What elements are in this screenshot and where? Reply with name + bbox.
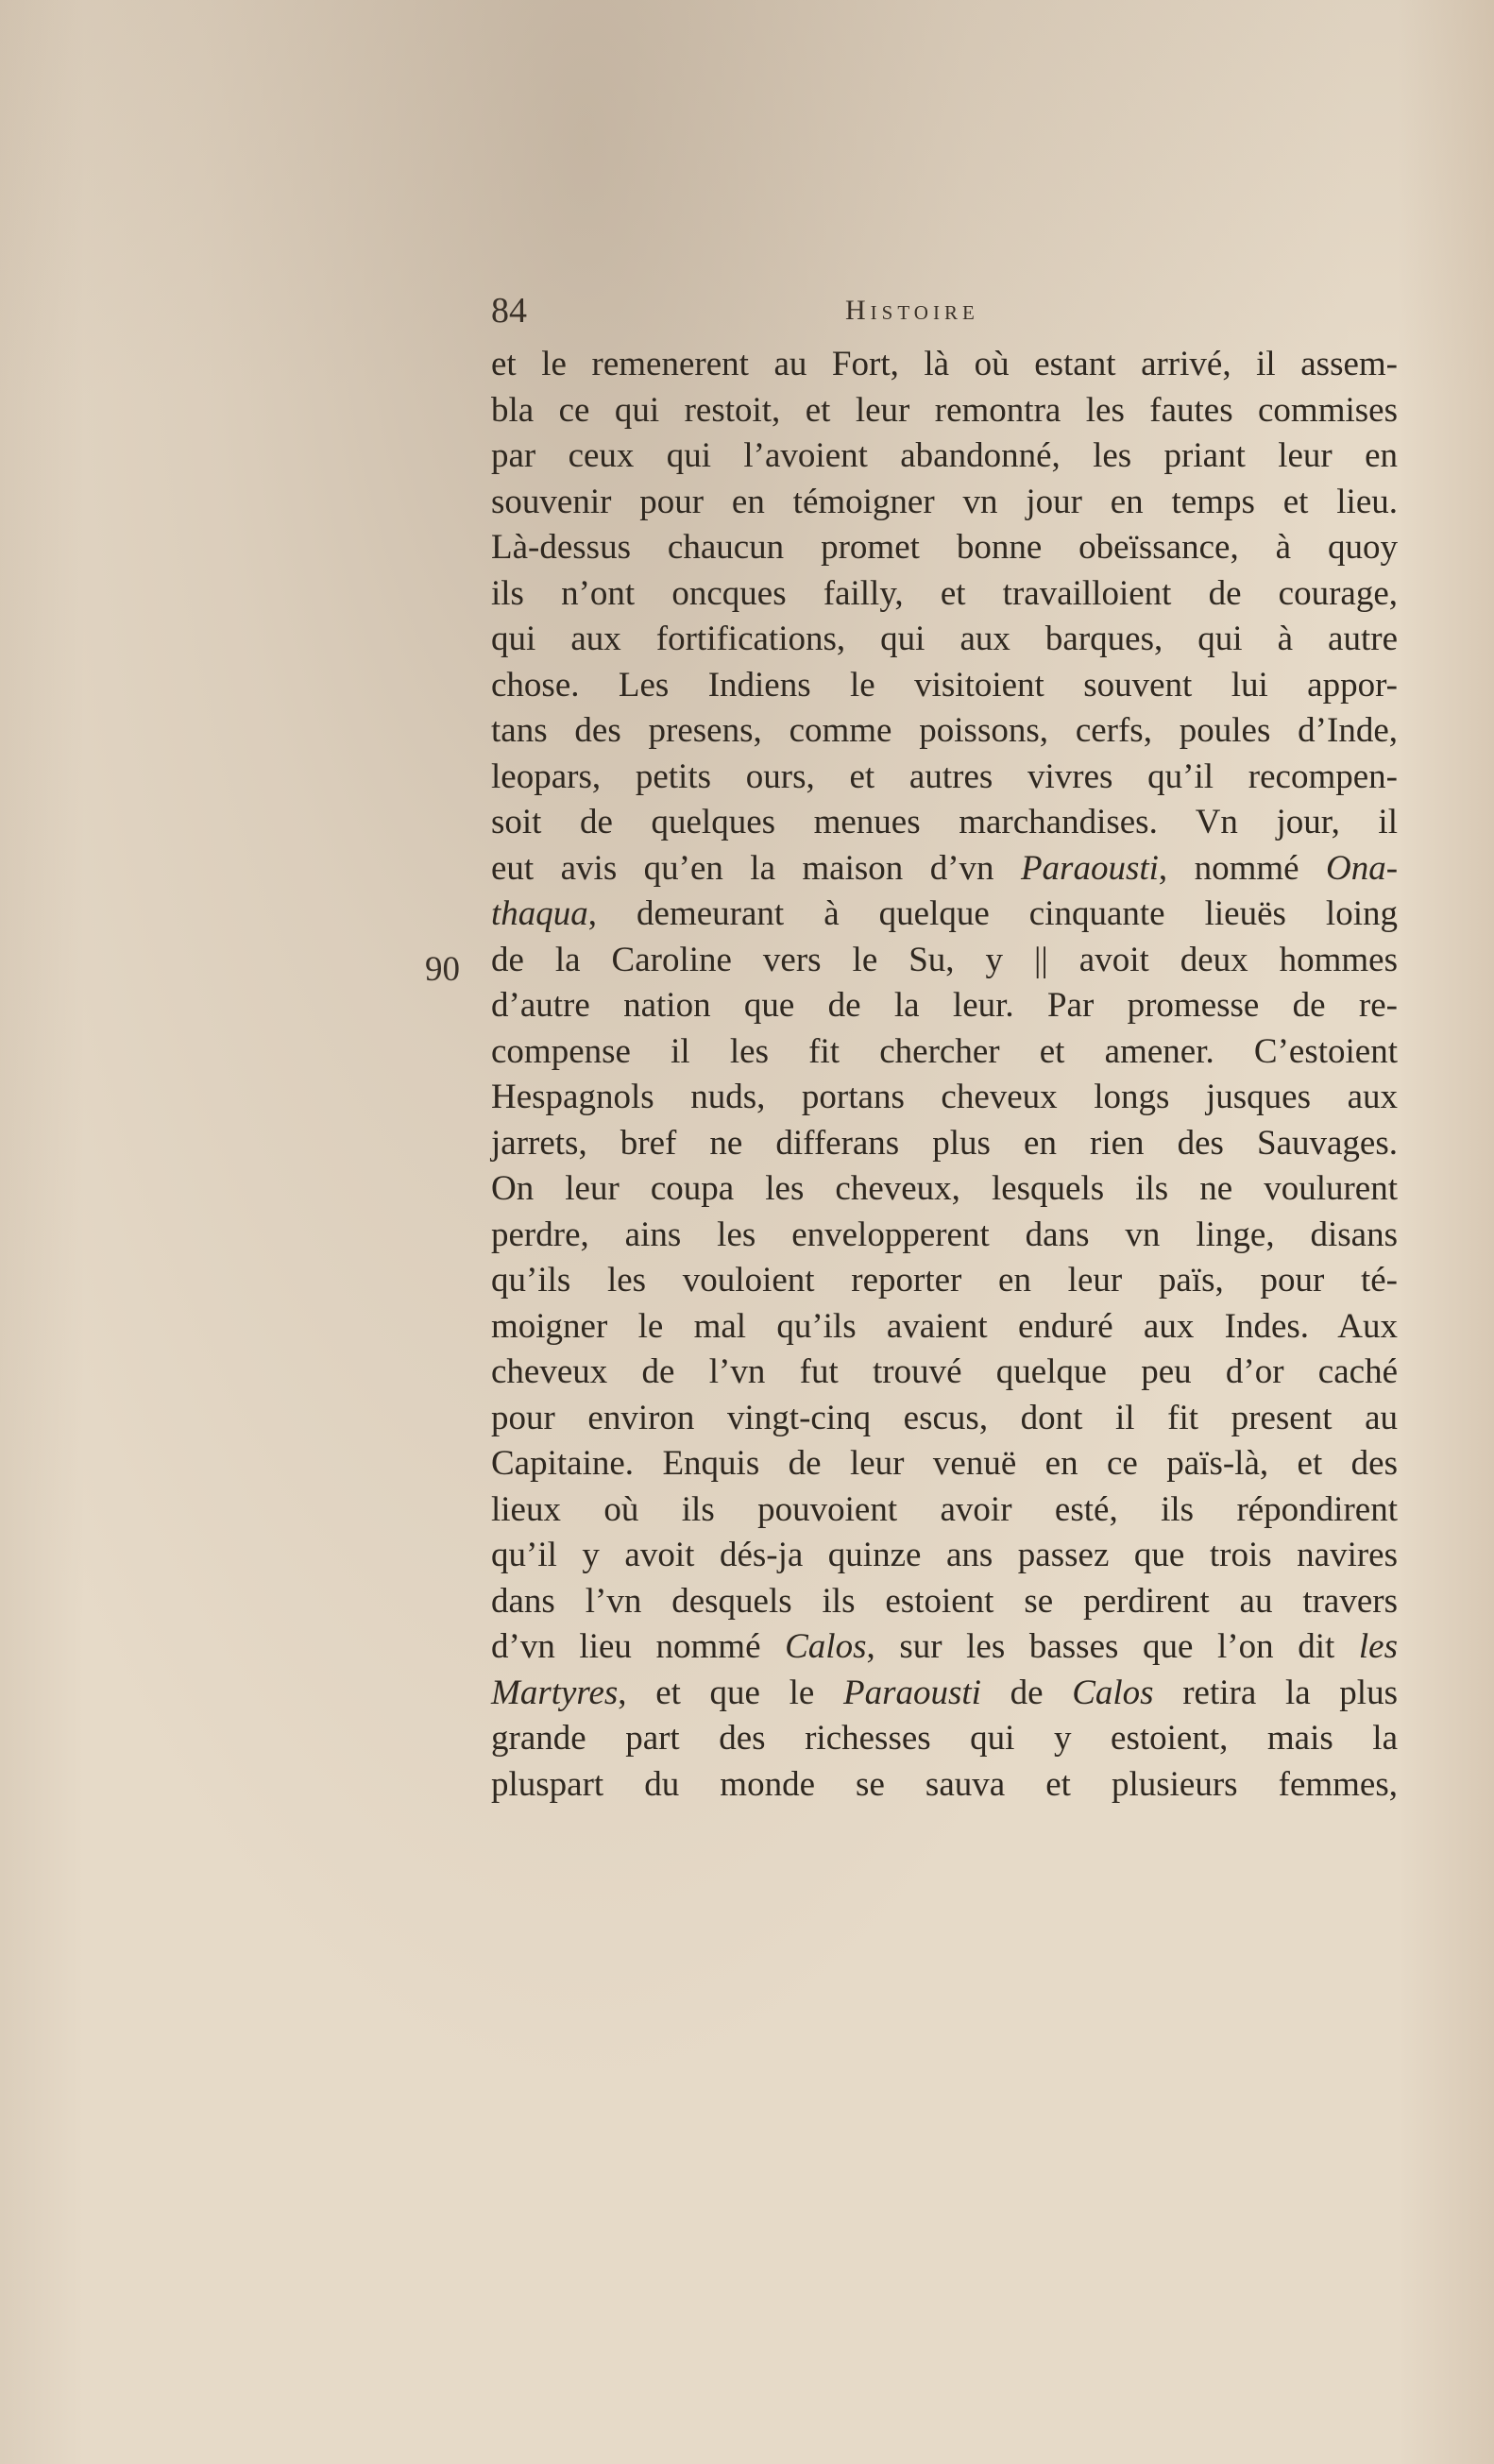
text-segment: grande part des richesses qui y estoient, mais la: [491, 1719, 1398, 1758]
text-segment: cheveux de l’vn fut trouvé quelque peu d’or caché: [491, 1352, 1398, 1391]
text-segment: ils n’ont oncques failly, et travailloient de courage,: [491, 573, 1398, 613]
text-segment: Capitaine. Enquis de leur venuë en ce païs-là, et des: [491, 1444, 1398, 1483]
italic-text: Calos: [1072, 1673, 1154, 1712]
italic-text: thaqua: [491, 894, 588, 933]
running-title: Histoire: [845, 295, 979, 326]
text-segment: de: [980, 1673, 1073, 1712]
italic-text: Paraousti: [843, 1673, 981, 1712]
text-segment: d’autre nation que de la leur. Par promesse de re-: [491, 986, 1398, 1025]
text-segment: qui aux fortifications, qui aux barques, qui à autre: [491, 620, 1398, 658]
text-segment: de la Caroline vers le Su, y || avoit deux hommes: [491, 940, 1398, 979]
text-line: [491, 1716, 1398, 1762]
text-line: [491, 1350, 1398, 1396]
text-segment: , demeurant à quelque cinquante lieuës loing: [587, 894, 1398, 933]
text-segment: tans des presens, comme poissons, cerfs, poules d’Inde,: [491, 711, 1398, 750]
text-segment: On leur coupa les cheveux, lesquels ils ne voulurent: [491, 1169, 1398, 1208]
text-line: [491, 1075, 1398, 1121]
text-line: [491, 433, 1398, 480]
text-line: [491, 1624, 1398, 1671]
italic-text: Paraousti: [1020, 848, 1159, 888]
text-segment: , et que le: [618, 1673, 843, 1712]
text-line: [491, 755, 1398, 801]
italic-text: Martyres: [491, 1673, 619, 1712]
text-segment: , sur les basses que l’on dit: [866, 1627, 1359, 1666]
text-segment: et le remenerent au Fort, là où estant arrivé, il assem-: [491, 345, 1398, 383]
italic-text: Ona-: [1325, 848, 1399, 888]
text-segment: pour environ vingt-cinq escus, dont il fit present au: [491, 1398, 1398, 1437]
italic-text: Calos: [785, 1627, 867, 1666]
page-number: 84: [491, 291, 527, 331]
text-segment: dans l’vn desquels ils estoient se perdirent au travers: [491, 1581, 1398, 1621]
text-line: [491, 1166, 1398, 1213]
text-segment: eut avis qu’en la maison d’vn: [491, 848, 1021, 888]
text-segment: soit de quelques menues marchandises. Vn jour, il: [491, 803, 1398, 841]
text-line: [491, 1396, 1398, 1442]
text-line: [491, 525, 1398, 571]
body-text: [491, 342, 1398, 1808]
text-segment: lieux où ils pouvoient avoir esté, ils répondirent: [491, 1489, 1398, 1529]
text-line: [491, 617, 1398, 663]
text-line: [491, 708, 1398, 755]
text-line: [491, 1029, 1398, 1076]
text-segment: par ceux qui l’avoient abandonné, les priant leur en: [491, 436, 1398, 475]
text-segment: leopars, petits ours, et autres vivres qu’il recompen-: [491, 756, 1398, 796]
text-line: [491, 388, 1398, 434]
text-segment: moigner le mal qu’ils avaient enduré aux Indes. Aux: [491, 1306, 1398, 1346]
margin-line-number: 90: [425, 950, 460, 989]
text-line: [491, 1533, 1398, 1579]
text-line: [491, 1579, 1398, 1625]
italic-text: les: [1358, 1627, 1398, 1666]
text-line: [491, 1671, 1398, 1717]
text-line: [491, 1304, 1398, 1351]
text-line: [491, 1762, 1398, 1809]
text-line: [491, 571, 1398, 618]
text-line: [491, 892, 1398, 938]
text-line: [491, 1441, 1398, 1487]
text-segment: chose. Les Indiens le visitoient souvent lui appor-: [491, 665, 1398, 705]
text-line: [491, 1258, 1398, 1304]
text-segment: perdre, ains les envelopperent dans vn linge, disans: [491, 1215, 1398, 1254]
text-line: [491, 480, 1398, 526]
text-segment: qu’ils les vouloient reporter en leur païs, pour té-: [491, 1261, 1398, 1300]
text-segment: compense il les fit chercher et amener. C’estoient: [491, 1031, 1398, 1071]
text-line: [491, 1121, 1398, 1167]
text-line: [491, 846, 1398, 892]
text-segment: d’vn lieu nommé: [491, 1627, 786, 1666]
text-line: [491, 663, 1398, 709]
page-header: [491, 287, 1039, 334]
text-segment: qu’il y avoit dés-ja quinze ans passez que trois navires: [491, 1536, 1398, 1574]
text-line: [491, 1487, 1398, 1534]
text-segment: Là-dessus chaucun promet bonne obeïssance, à quoy: [491, 528, 1398, 567]
text-segment: bla ce qui restoit, et leur remontra les fautes commises: [491, 390, 1398, 430]
text-line: [491, 938, 1398, 984]
text-line: [491, 800, 1398, 846]
text-segment: souvenir pour en témoigner vn jour en temps et lieu.: [491, 482, 1398, 521]
text-line: [491, 1213, 1398, 1259]
text-segment: , nommé: [1158, 848, 1326, 888]
text-segment: jarrets, bref ne differans plus en rien des Sauvages.: [491, 1123, 1398, 1163]
text-segment: pluspart du monde se sauva et plusieurs femmes,: [491, 1764, 1398, 1804]
text-line: [491, 342, 1398, 388]
text-segment: retira la plus: [1153, 1673, 1398, 1712]
text-line: [491, 983, 1398, 1029]
text-segment: Hespagnols nuds, portans cheveux longs jusques aux: [491, 1078, 1398, 1116]
